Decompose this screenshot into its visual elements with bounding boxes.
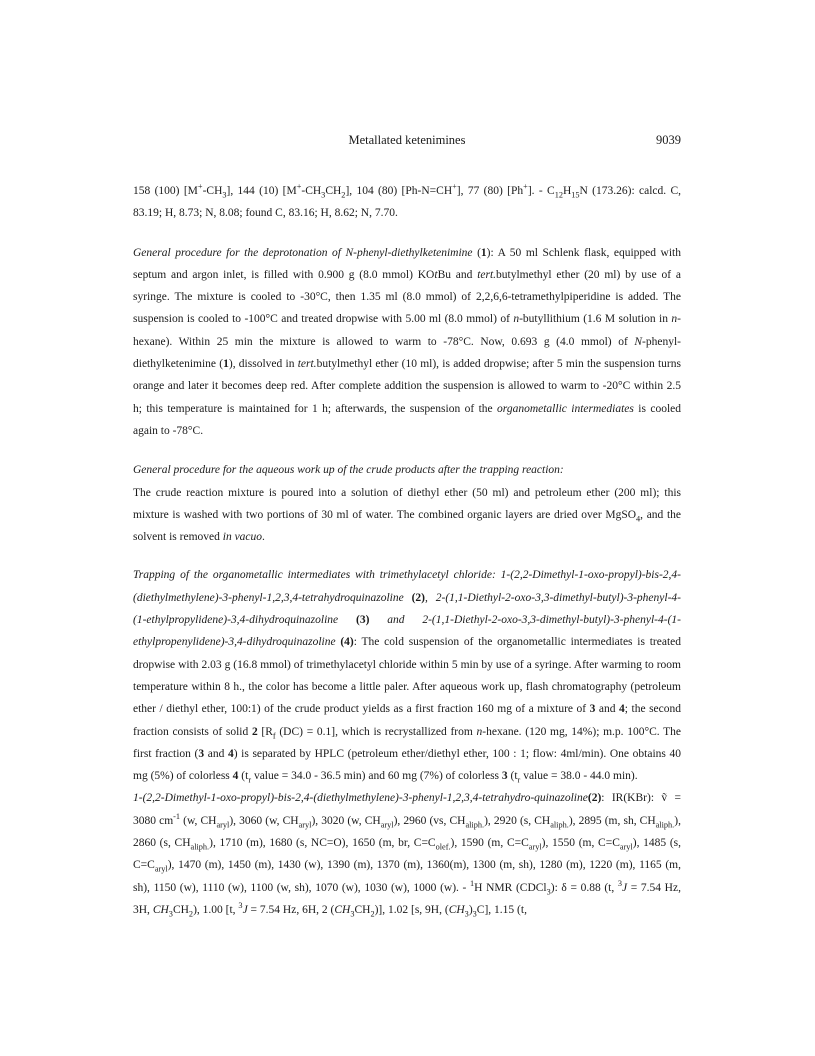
running-header [133,133,681,151]
trapping-heading: Trapping of the organometallic intermediates with trimethylacetyl chloride: 1-(2,2-Dimethyl-1-oxo-propyl)-bis-2,4-(diethylmethylene)-3-phenyl-1,2,3,4-tetrahydroquinazoline [133,569,681,604]
body-text [133,180,681,921]
page-number: 9039 [656,133,681,147]
running-title: Metallated ketenimines [348,133,466,147]
workup-paragraph: The crude reaction mixture is poured into a solution of diethyl ether (50 ml) and petroleum ether (200 ml); this mixture is washed with two portions of 30 ml of water. The combined organic layers are dried over MgSO$_4$, and the solvent is removed in vacuo. [133,486,681,544]
compound-2-name: 1-(2,2-Dimethyl-1-oxo-propyl)-bis-2,4-(diethylmethylene)-3-phenyl-1,2,3,4-tetrahydro-quinazoline [133,792,588,805]
workup-heading: General procedure for the aqueous work up of the crude products after the trapping reaction: [133,464,564,477]
deprotonation-heading: General procedure for the deprotonation of N-phenyl-diethylketenimine [133,246,473,259]
trapping-paragraph: Trapping of the organometallic intermediates with trimethylacetyl chloride: 1-(2,2-Dimethyl-1-oxo-propyl)-bis-2,4-(diethylmethylene)-3-phenyl-1,2,3,4-tetrahydroquinazoline (2), 2-(1,1-Diethyl-2-oxo-3,3-dimethyl-butyl)-3-phenyl-4-(1-ethylpropylidene)-3,4-dihydroquinazoline (3) and 2-(1,1-Diethyl-2-oxo-3,3-dimethyl-butyl)-3-phenyl-4-(1-ethylpropenylidene)-3,4-dihydroquinazoline (4): The cold suspension of the organometallic intermediates is treated dropwise with 2.03 g (16.8 mmol) of trimethylacetyl chloride within 5 min by use of a syringe. After warming to room temperature within 8 h., the color has become a little paler. After aqueous work up, flash chromatography (petroleum ether / diethyl ether, 100:1) of the crude product yields as a first fraction 160 mg of a mixture of 3 and 4; the second fraction consists of solid 2 [$R_f$ (DC) = 0.1], which is recrystallized from n-hexane. (120 mg, 14%); m.p. 100°C. The first fraction (3 and 4) is separated by HPLC (petroleum ether/diethyl ether, 100 : 1; flow: 4ml/min). One obtains 40 mg (5%) of colorless 4 ($t_r$ value = 34.0 - 36.5 min) and 60 mg (7%) of colorless 3 ($t_r$ value = 38.0 - 44.0 min). [133,569,682,785]
deprotonation-paragraph: General procedure for the deprotonation of N-phenyl-diethylketenimine (1): A 50 ml Schlenk flask, equipped with septum and argon inlet, is filled with 0.900 g (8.0 mmol) KOtBu and tert.butylmethyl ether (20 ml) by use of a syringe. The mixture is cooled to -30°C, then 1.35 ml (8.0 mmol) of 2,2,6,6-tetramethylpiperidine is added. The suspension is cooled to -100°C and treated dropwise with 5.00 ml (8.0 mmol) of n-butyllithium (1.6 M solution in n-hexane). Within 25 min the mixture is allowed to warm to -78°C. Now, 0.693 g (4.0 mmol) of N-phenyl-diethylketenimine (1), dissolved in tert.butylmethyl ether (10 ml), is added dropwise; after 5 min the suspension turns orange and later it becomes deep red. After complete addition the suspension is allowed to warm to -20°C within 2.5 h; this temperature is maintained for 1 h; afterwards, the suspension of the organometallic intermediates is cooled again to -78°C. [133,246,681,437]
mass-spec-paragraph: 158 (100) $[M^+-CH_3]$, 144 (10) $[M^+-CH_3CH_2]$, 104 (80) [Ph-N=CH+], 77 (80) [Ph+]. - $C_{12}H_{15}N$ (173.26): calcd. C, 83.19; H, 8.73; N, 8.08; found C, 83.16; H, 8.62; N, 7.70. [133,182,681,220]
ir-nmr-paragraph: 1-(2,2-Dimethyl-1-oxo-propyl)-bis-2,4-(diethylmethylene)-3-phenyl-1,2,3,4-tetrahydro-quinazoline(2): IR(KBr): ṽ = 3080 $cm^{-1}$ (w, $CH_{aryl}$), 3060 (w, $CH_{aryl}$), 3020 (w, $CH_{aryl}$), 2960 (vs, $CH_{aliph.}$), 2920 (s, $CH_{aliph.}$), 2895 (m, sh, $CH_{aliph.}$), 2860 (s, $CH_{aliph.}$), 1710 (m), 1680 (s, NC=O), 1650 (m, br, $C=C_{olef.}$), 1590 (m, $C=C_{aryl}$), 1550 (m, $C=C_{aryl}$), 1485 (s, $C=C_{aryl}$), 1470 (m), 1450 (m), 1430 (w), 1390 (m), 1370 (m), 1360(m), 1300 (m, sh), 1280 (m), 1220 (m), 1165 (m, sh), 1150 (w), 1110 (w), 1100 (w, sh), 1070 (w), 1030 (w), 1000 (w). - $^1$H NMR (CDCl$_3$): δ = 0.88 (t, $^3$J = 7.54 Hz, 3H, $CH_3CH_2$), 1.00 [t, $^3$J = 7.54 Hz, 6H, 2 $(CH_3CH_2)$], 1.02 [s, 9H, $(CH_3)_3C$], 1.15 (t, [133,792,682,919]
